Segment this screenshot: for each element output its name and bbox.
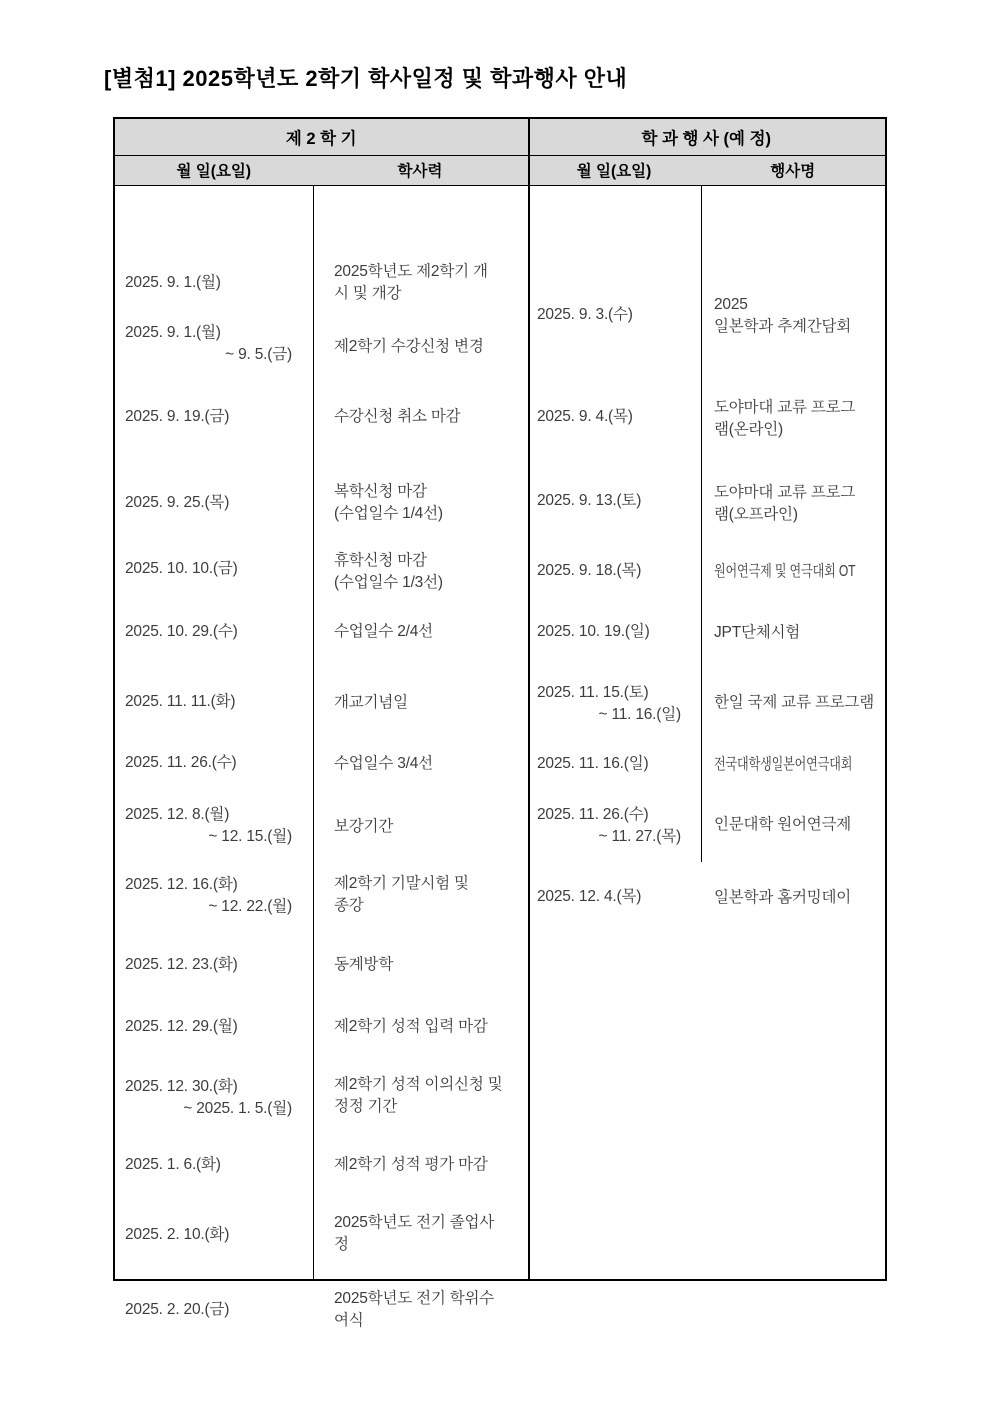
row-event: 인문대학 원어연극제 bbox=[714, 815, 852, 833]
row-event: 수강신청 취소 마감 bbox=[334, 407, 461, 425]
row-date: 2025. 9. 1.(월) ~ 9. 5.(금) bbox=[125, 323, 292, 363]
row-event: 수업일수 2/4선 bbox=[334, 622, 433, 640]
row-event: 한일 국제 교류 프로그램 bbox=[714, 693, 875, 711]
schedule-table bbox=[113, 117, 887, 1329]
row-event: 2025학년도 제2학기 개 시 및 개강 bbox=[334, 262, 488, 302]
page-title: [별첨1] 2025학년도 2학기 학사일정 및 학과행사 안내 bbox=[104, 66, 628, 91]
row-event: 복학신청 마감 (수업일수 1/4선) bbox=[334, 482, 443, 522]
table-body bbox=[115, 186, 885, 1329]
header-left-date-col: 월 일(요일) bbox=[176, 163, 252, 181]
row-date: 2025. 12. 23.(화) bbox=[125, 955, 238, 973]
row-date: 2025. 11. 11.(화) bbox=[125, 692, 236, 710]
header-events-section: 학 과 행 사 (예 정) bbox=[641, 129, 772, 148]
header-semester-section: 제 2 학 기 bbox=[285, 129, 357, 148]
row-event: 도야마대 교류 프로그 램(온라인) bbox=[714, 398, 856, 438]
row-date: 2025. 9. 19.(금) bbox=[125, 407, 230, 425]
row-date: 2025. 9. 13.(토) bbox=[537, 491, 642, 509]
row-date: 2025. 10. 10.(금) bbox=[125, 559, 238, 577]
row-date: 2025. 10. 19.(일) bbox=[537, 622, 650, 640]
row-event: 2025학년도 전기 학위수 여식 bbox=[334, 1289, 495, 1329]
row-date: 2025. 12. 29.(월) bbox=[125, 1017, 238, 1035]
header-right-event-col: 행사명 bbox=[770, 163, 816, 181]
row-event: 제2학기 수강신청 변경 bbox=[334, 337, 484, 355]
row-date: 2025. 12. 16.(화) ~ 12. 22.(월) bbox=[125, 875, 292, 915]
row-date: 2025. 1. 6.(화) bbox=[125, 1155, 221, 1173]
row-date: 2025. 9. 25.(목) bbox=[125, 493, 230, 511]
row-event: 수업일수 3/4선 bbox=[334, 754, 433, 772]
row-event: 일본학과 홈커밍데이 bbox=[714, 888, 852, 906]
header-right-date-col: 월 일(요일) bbox=[576, 163, 652, 181]
row-date: 2025. 11. 26.(수) ~ 11. 27.(목) bbox=[537, 805, 681, 845]
header-left-calendar-col: 학사력 bbox=[397, 163, 443, 181]
row-date: 2025. 12. 4.(목) bbox=[537, 887, 642, 905]
row-date: 2025. 9. 1.(월) bbox=[125, 273, 221, 291]
row-event: 도야마대 교류 프로그 램(오프라인) bbox=[714, 483, 856, 523]
table-header-sections bbox=[115, 119, 885, 156]
row-event: 원어연극제 및 연극대회 OT bbox=[714, 562, 856, 580]
row-event: 제2학기 성적 입력 마감 bbox=[334, 1017, 488, 1035]
row-date: 2025. 9. 3.(수) bbox=[537, 305, 633, 323]
table-header-columns bbox=[115, 156, 885, 187]
row-event: JPT단체시험 bbox=[714, 623, 801, 641]
row-event: 전국대학생일본어연극대회 bbox=[714, 755, 853, 773]
row-date: 2025. 11. 15.(토) ~ 11. 16.(일) bbox=[537, 683, 681, 723]
row-event: 제2학기 성적 평가 마감 bbox=[334, 1155, 488, 1173]
row-date: 2025. 2. 10.(화) bbox=[125, 1225, 230, 1243]
row-event: 제2학기 성적 이의신청 및 정정 기간 bbox=[334, 1075, 503, 1115]
row-date: 2025. 12. 30.(화) ~ 2025. 1. 5.(월) bbox=[125, 1077, 292, 1117]
row-date: 2025. 2. 20.(금) bbox=[125, 1300, 230, 1318]
row-event: 휴학신청 마감 (수업일수 1/3선) bbox=[334, 551, 443, 591]
row-event: 동계방학 bbox=[334, 955, 394, 973]
row-event: 2025 일본학과 추계간담회 bbox=[714, 295, 852, 335]
row-date: 2025. 12. 8.(월) ~ 12. 15.(월) bbox=[125, 805, 292, 845]
row-date: 2025. 11. 26.(수) bbox=[125, 753, 237, 771]
row-event: 제2학기 기말시험 및 종강 bbox=[334, 874, 469, 914]
row-date: 2025. 10. 29.(수) bbox=[125, 622, 238, 640]
row-date: 2025. 9. 4.(목) bbox=[537, 407, 633, 425]
row-date: 2025. 9. 18.(목) bbox=[537, 561, 642, 579]
row-event: 개교기념일 bbox=[334, 693, 408, 711]
row-event: 보강기간 bbox=[334, 817, 394, 835]
row-event: 2025학년도 전기 졸업사 정 bbox=[334, 1213, 495, 1253]
row-date: 2025. 11. 16.(일) bbox=[537, 754, 649, 772]
